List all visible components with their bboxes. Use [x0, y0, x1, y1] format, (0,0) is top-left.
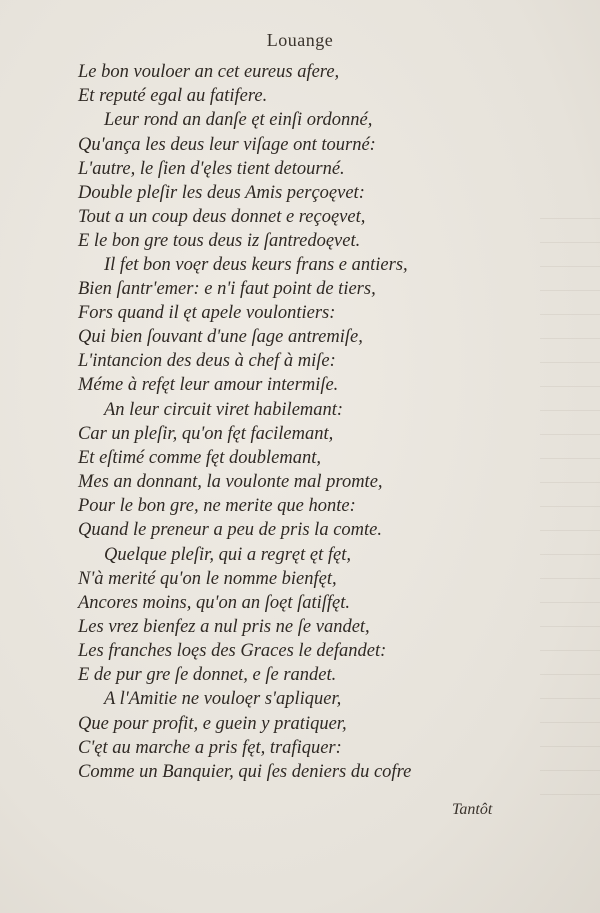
- catchword: Tantôt: [452, 801, 493, 818]
- poem-line: Double pleſir les deus Amis perçoęvet:: [78, 183, 365, 203]
- poem-line: Le bon vouloer an cet eureus afere,: [78, 62, 340, 82]
- poem-line: Qu'ança les deus leur viſage ont tourné:: [78, 135, 376, 155]
- poem-line: N'à merité qu'on le nomme bienfęt,: [78, 569, 337, 589]
- poem-line: Quand le preneur a peu de pris la comte.: [78, 520, 382, 540]
- poem-line: Et reputé egal au fatifere.: [78, 86, 268, 106]
- poem-line: Comme un Banquier, qui ſes deniers du cofre: [78, 762, 412, 782]
- poem-line: Mes an donnant, la voulonte mal promte,: [78, 472, 383, 492]
- page-header-title: Louange: [266, 30, 334, 50]
- poem-line: Bien ſantr'emer: e n'i faut point de tiers,: [78, 279, 376, 299]
- poem-line: Car un pleſir, qu'on fęt facilemant,: [78, 424, 334, 444]
- poem-line: E de pur gre ſe donnet, e ſe randet.: [78, 665, 337, 685]
- poem-line: Leur rond an danſe ęt einſi ordonné,: [104, 110, 373, 130]
- poem-line: Les vrez bienfez a nul pris ne ſe vandet,: [78, 617, 370, 637]
- show-through-texture: [540, 200, 600, 800]
- poem-line: Qui bien ſouvant d'une ſage antremiſe,: [78, 327, 363, 347]
- poem-line: L'autre, le ſien d'ęles tient detourné.: [78, 159, 345, 179]
- poem-line: Et eſtimé comme fęt doublemant,: [78, 448, 322, 468]
- poem-line: Quelque pleſir, qui a regręt ęt fęt,: [104, 545, 351, 565]
- poem-line: E le bon gre tous deus iz ſantredoęvet.: [78, 231, 361, 251]
- poem-line: A l'Amitie ne vouloęr s'apliquer,: [104, 689, 342, 709]
- poem-line: Ancores moins, qu'on an ſoęt ſatiſfęt.: [78, 593, 351, 613]
- poem-line: Méme à refęt leur amour intermiſe.: [78, 375, 339, 395]
- poem-line: Les franches loęs des Graces le defandet:: [78, 641, 387, 661]
- poem-line: An leur circuit viret habilemant:: [104, 400, 344, 420]
- poem-line: Pour le bon gre, ne merite que honte:: [78, 496, 356, 516]
- poem-line: L'intancion des deus à chef à miſe:: [78, 351, 336, 371]
- poem-line: Fors quand il ęt apele voulontiers:: [78, 303, 336, 323]
- poem-line: Il fet bon voęr deus keurs frans e antiers,: [104, 255, 408, 275]
- poem-line: Que pour profit, e guein y pratiquer,: [78, 714, 347, 734]
- poem-line: Tout a un coup deus donnet e reçoęvet,: [78, 207, 366, 227]
- poem-line: C'ęt au marche a pris fęt, trafiquer:: [78, 738, 342, 758]
